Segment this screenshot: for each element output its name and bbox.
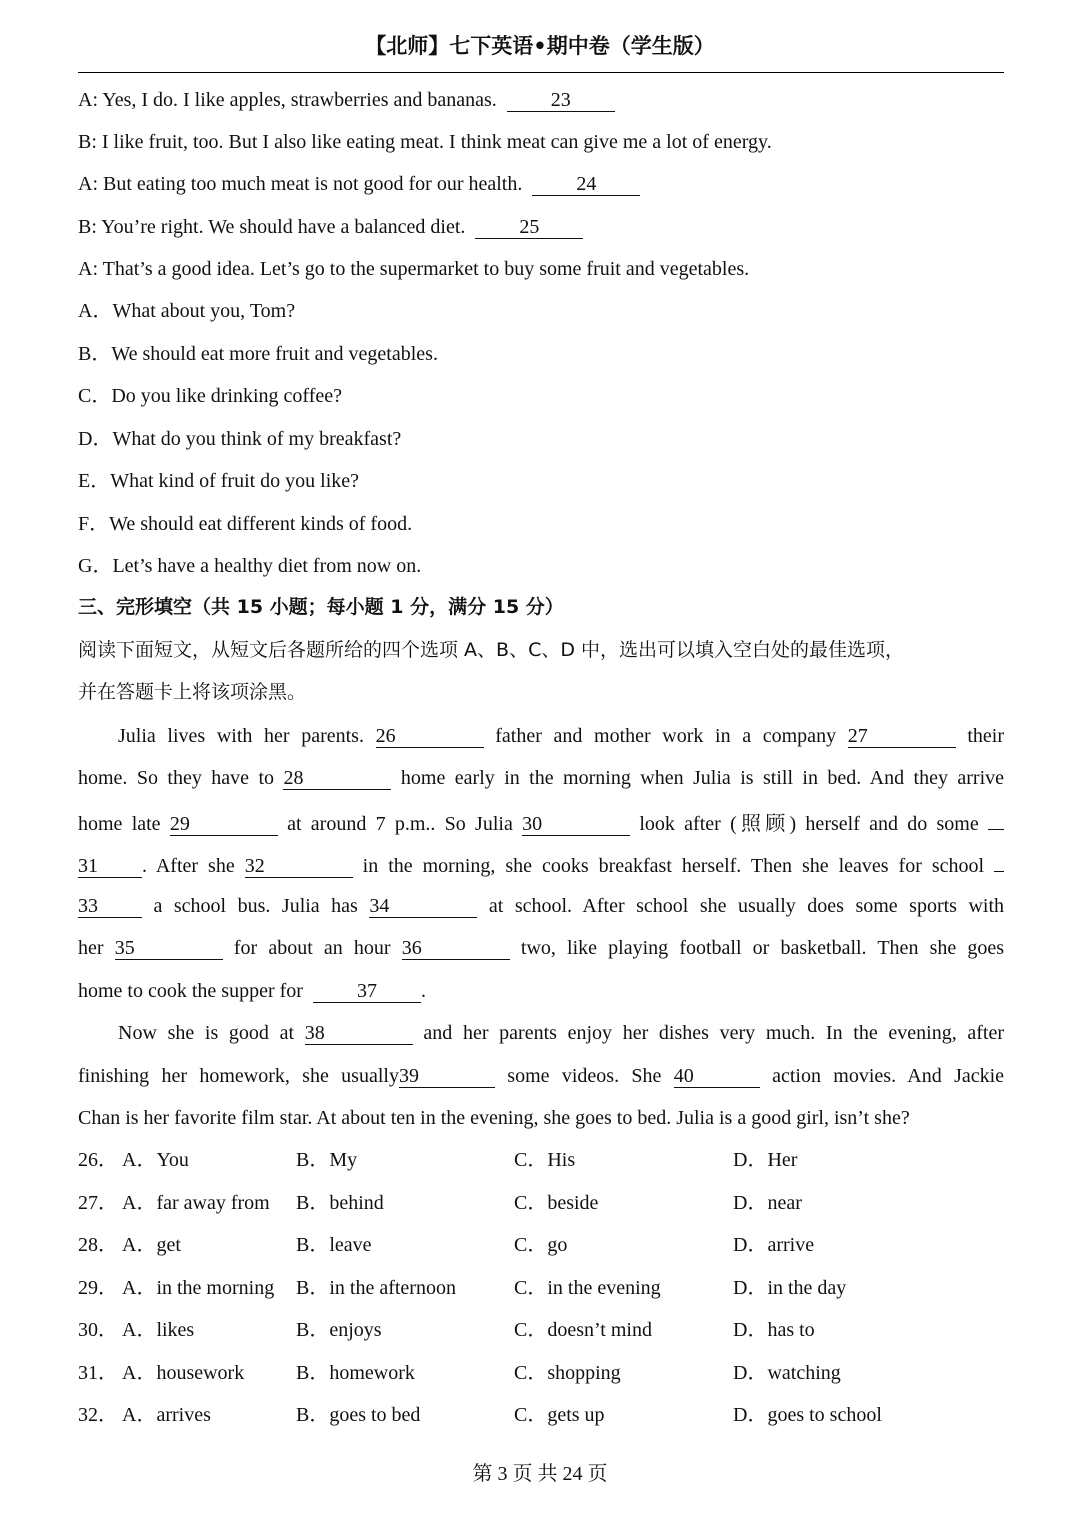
passage-line: her 35 for about an hour 36 two, like playing football or basketball. Then she goes — [78, 937, 1005, 959]
dialogue-option: E．What kind of fruit do you like? — [78, 470, 360, 492]
option-c[interactable]: C．in the evening — [514, 1277, 661, 1299]
answer-blank[interactable]: 25 — [475, 216, 583, 239]
passage-line: finishing her homework, she usually39 some videos. She 40 action movies. And Jackie — [78, 1065, 1005, 1087]
question-row — [78, 1316, 1004, 1344]
option-b[interactable]: B．leave — [296, 1234, 372, 1256]
header-divider — [78, 72, 1004, 73]
option-b[interactable]: B．behind — [296, 1192, 384, 1214]
passage-line: home to cook the supper for 37 . — [78, 980, 426, 1002]
question-number: 30． — [78, 1319, 118, 1341]
answer-blank[interactable]: 28 — [283, 767, 391, 790]
dialogue-line — [78, 170, 1004, 198]
dialogue-line — [78, 86, 1004, 114]
answer-blank[interactable]: 35 — [115, 937, 223, 960]
dialogue-option: F．We should eat different kinds of food. — [78, 513, 413, 535]
option-b[interactable]: B．enjoys — [296, 1319, 382, 1341]
option-c[interactable]: C．go — [514, 1234, 568, 1256]
answer-blank[interactable]: 40 — [674, 1065, 760, 1088]
option-a[interactable]: A．likes — [122, 1319, 195, 1341]
question-row — [78, 1146, 1004, 1174]
option-d[interactable]: D．has to — [733, 1319, 815, 1341]
dialogue-option: C．Do you like drinking coffee? — [78, 385, 343, 407]
dialogue-option: G．Let’s have a healthy diet from now on. — [78, 555, 422, 577]
dialogue-text: A: That’s a good idea. Let’s go to the supermarket to buy some fruit and vegetables. — [78, 258, 750, 280]
option-d[interactable]: D．arrive — [733, 1234, 815, 1256]
option-a[interactable]: A．far away from — [122, 1192, 270, 1214]
passage-line: 33 a school bus. Julia has 34 at school. After school she usually does some sports with — [78, 895, 1005, 917]
option-c[interactable]: C．gets up — [514, 1404, 605, 1426]
dialogue-option: A．What about you, Tom? — [78, 300, 296, 322]
page-number: 第 3 页 共 24 页 — [472, 1463, 608, 1485]
answer-blank[interactable]: 33 — [78, 895, 142, 918]
page-title: 【北师】七下英语•期中卷（学生版） — [365, 34, 715, 58]
question-number: 26． — [78, 1149, 118, 1171]
answer-blank[interactable]: 26 — [376, 725, 484, 748]
answer-blank[interactable]: 38 — [305, 1022, 413, 1045]
answer-blank[interactable]: 30 — [522, 813, 630, 836]
option-d[interactable]: D．goes to school — [733, 1404, 882, 1426]
answer-blank[interactable]: 37 — [313, 980, 421, 1003]
passage-line: home late 29 at around 7 p.m.. So Julia 30 look after (照顾) herself and do some — [78, 807, 1004, 838]
option-d[interactable]: D．watching — [733, 1362, 841, 1384]
question-number: 31． — [78, 1362, 118, 1384]
answer-blank-start — [994, 849, 1004, 872]
answer-blank[interactable]: 39 — [399, 1065, 495, 1088]
dialogue-option: B．We should eat more fruit and vegetables. — [78, 343, 438, 365]
option-b[interactable]: B．homework — [296, 1362, 415, 1384]
option-c[interactable]: C．shopping — [514, 1362, 621, 1384]
question-row — [78, 1274, 1004, 1302]
dialogue-line — [78, 255, 1004, 283]
option-c[interactable]: C．doesn’t mind — [514, 1319, 652, 1341]
answer-blank[interactable]: 32 — [245, 855, 353, 878]
option-d[interactable]: D．Her — [733, 1149, 798, 1171]
passage-line: Chan is her favorite film star. At about ten in the evening, she goes to bed. Julia is a good girl, isn’t she? — [78, 1107, 910, 1129]
answer-blank[interactable]: 24 — [532, 173, 640, 196]
option-b[interactable]: B．in the afternoon — [296, 1277, 456, 1299]
option-b[interactable]: B．goes to bed — [296, 1404, 421, 1426]
question-row — [78, 1401, 1004, 1429]
dialogue-option: D．What do you think of my breakfast? — [78, 428, 402, 450]
dialogue-text: A: But eating too much meat is not good for our health. — [78, 173, 523, 195]
answer-blank[interactable]: 36 — [402, 937, 510, 960]
section-instruction: 阅读下面短文，从短文后各题所给的四个选项 A、B、C、D 中，选出可以填入空白处的最佳选项， — [78, 639, 905, 661]
option-a[interactable]: A．housework — [122, 1362, 245, 1384]
dialogue-line — [78, 213, 1004, 241]
question-row — [78, 1231, 1004, 1259]
option-a[interactable]: A．get — [122, 1234, 181, 1256]
passage-line: home. So they have to 28 home early in the morning when Julia is still in bed. And they arrive — [78, 767, 1005, 789]
option-d[interactable]: D．in the day — [733, 1277, 847, 1299]
option-d[interactable]: D．near — [733, 1192, 802, 1214]
question-number: 27． — [78, 1192, 118, 1214]
option-c[interactable]: C．beside — [514, 1192, 599, 1214]
dialogue-text: A: Yes, I do. I like apples, strawberries and bananas. — [78, 89, 497, 111]
question-number: 28． — [78, 1234, 118, 1256]
answer-blank[interactable]: 23 — [507, 89, 615, 112]
option-c[interactable]: C．His — [514, 1149, 576, 1171]
option-b[interactable]: B．My — [296, 1149, 358, 1171]
answer-blank[interactable]: 31 — [78, 855, 142, 878]
section-heading: 三、完形填空（共 15 小题；每小题 1 分，满分 15 分） — [78, 596, 564, 618]
answer-blank[interactable]: 27 — [848, 725, 956, 748]
passage-line: 31 . After she 32 in the morning, she cooks breakfast herself. Then she leaves for school — [78, 849, 1004, 880]
option-a[interactable]: A．in the morning — [122, 1277, 275, 1299]
dialogue-line — [78, 128, 1004, 156]
section-instruction: 并在答题卡上将该项涂黑。 — [78, 681, 307, 703]
question-row — [78, 1189, 1004, 1217]
passage-line: Julia lives with her parents. 26 father and mother work in a company 27 their — [118, 725, 1005, 747]
dialogue-text: B: You’re right. We should have a balanced diet. — [78, 216, 466, 238]
answer-blank-start — [988, 807, 1004, 830]
question-number: 32． — [78, 1404, 118, 1426]
answer-blank[interactable]: 34 — [369, 895, 477, 918]
question-number: 29． — [78, 1277, 118, 1299]
answer-blank[interactable]: 29 — [170, 813, 278, 836]
option-a[interactable]: A．arrives — [122, 1404, 211, 1426]
question-row — [78, 1359, 1004, 1387]
dialogue-text: B: I like fruit, too. But I also like eating meat. I think meat can give me a lot of energy. — [78, 131, 772, 153]
option-a[interactable]: A．You — [122, 1149, 189, 1171]
passage-line: Now she is good at 38 and her parents enjoy her dishes very much. In the evening, after — [118, 1022, 1005, 1044]
